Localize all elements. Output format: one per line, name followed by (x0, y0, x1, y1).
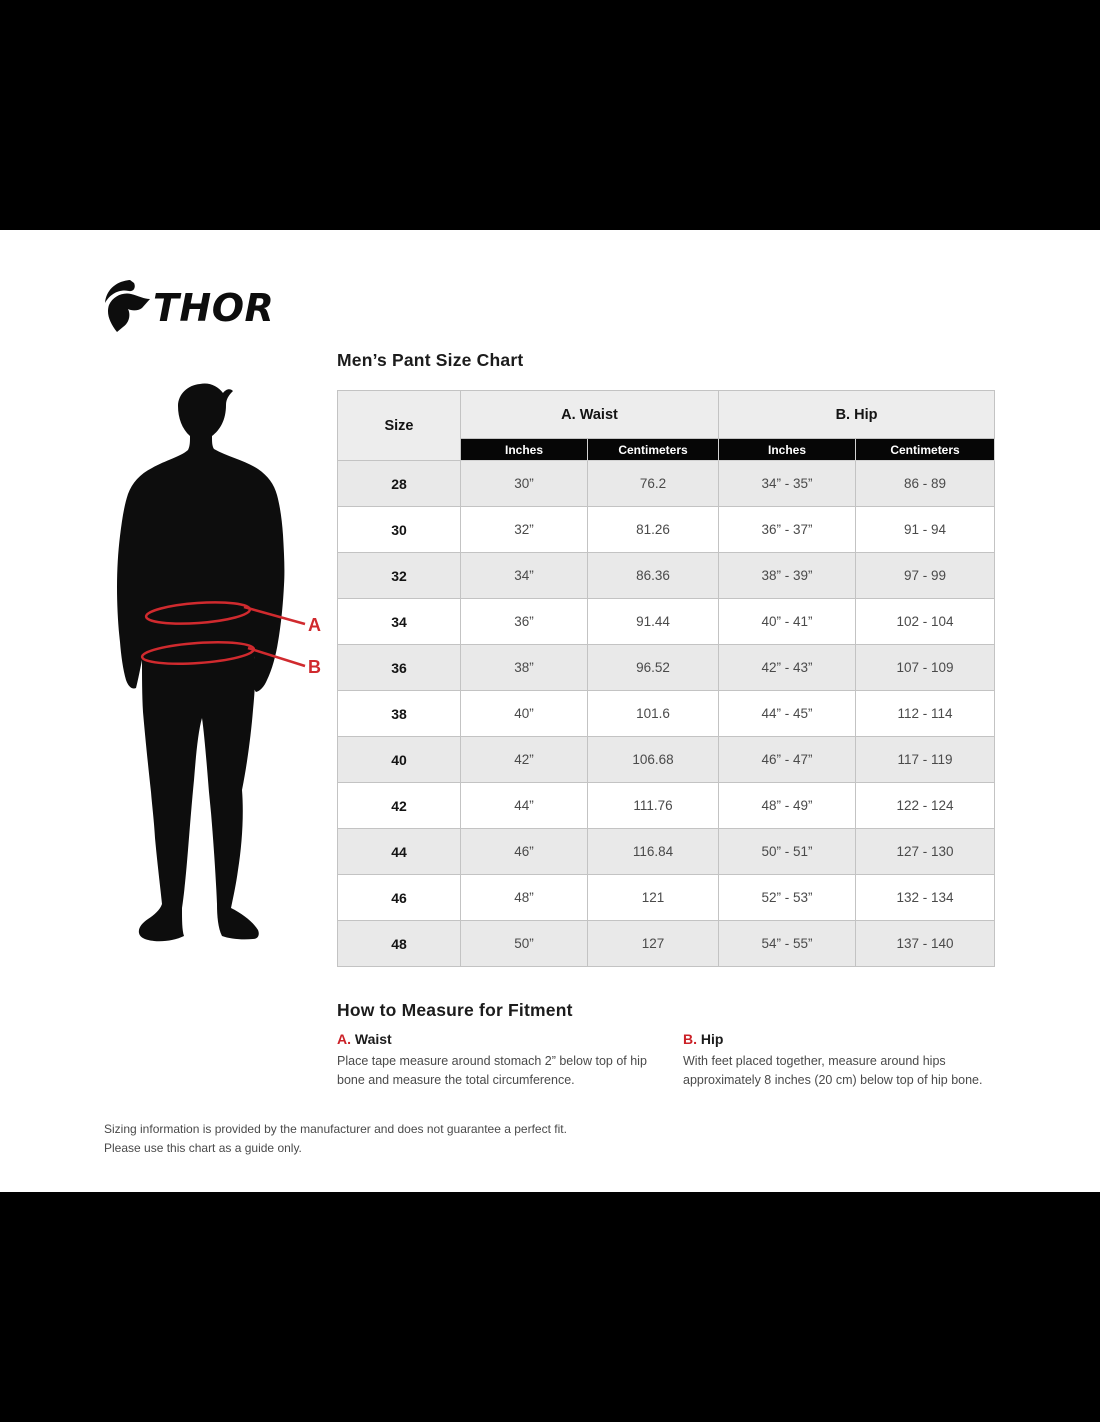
value-cell: 111.76 (588, 783, 719, 829)
value-cell: 86 - 89 (856, 461, 995, 507)
header-group: A. Waist (461, 391, 719, 439)
value-cell: 48” - 49” (719, 783, 856, 829)
table-row (338, 461, 995, 507)
value-cell: 91.44 (588, 599, 719, 645)
value-cell: 50” (461, 921, 588, 967)
value-cell: 38” - 39” (719, 553, 856, 599)
value-cell: 52” - 53” (719, 875, 856, 921)
measure-heading-waist (337, 1031, 669, 1047)
size-cell: 30 (338, 507, 461, 553)
value-cell: 42” - 43” (719, 645, 856, 691)
measure-instruction-hip (683, 1031, 1015, 1091)
body-measurement-diagram (112, 380, 324, 958)
male-silhouette (112, 380, 324, 958)
value-cell: 102 - 104 (856, 599, 995, 645)
measure-heading-hip (683, 1031, 1015, 1047)
table-row (338, 875, 995, 921)
size-cell: 32 (338, 553, 461, 599)
header-unit: Inches (461, 439, 588, 461)
value-cell: 127 - 130 (856, 829, 995, 875)
value-cell: 81.26 (588, 507, 719, 553)
value-cell: 112 - 114 (856, 691, 995, 737)
value-cell: 54” - 55” (719, 921, 856, 967)
bottom-letterbox (0, 1192, 1100, 1422)
disclaimer-line-2: Please use this chart as a guide only. (104, 1141, 302, 1156)
measure-description-hip: With feet placed together, measure around hips approximately 8 inches (20 cm) below top of hip bone. (683, 1054, 983, 1088)
value-cell: 96.52 (588, 645, 719, 691)
measure-name-hip: Hip (700, 1031, 724, 1047)
value-cell: 44” (461, 783, 588, 829)
value-cell: 44” - 45” (719, 691, 856, 737)
size-cell: 48 (338, 921, 461, 967)
value-cell: 117 - 119 (856, 737, 995, 783)
measure-description-waist: Place tape measure around stomach 2” below top of hip bone and measure the total circumference. (337, 1054, 647, 1088)
header-size: Size (338, 391, 461, 461)
size-cell: 38 (338, 691, 461, 737)
brand-logo (103, 278, 273, 334)
content-area (0, 230, 1100, 1192)
measure-prefix-a: A. (337, 1031, 351, 1047)
value-cell: 50” - 51” (719, 829, 856, 875)
value-cell: 36” (461, 599, 588, 645)
size-cell: 40 (338, 737, 461, 783)
top-letterbox (0, 0, 1100, 230)
header-group: B. Hip (719, 391, 995, 439)
chart-title: Men’s Pant Size Chart (337, 350, 524, 370)
value-cell: 32” (461, 507, 588, 553)
value-cell: 107 - 109 (856, 645, 995, 691)
size-cell: 46 (338, 875, 461, 921)
value-cell: 34” (461, 553, 588, 599)
waist-label-a: A (308, 615, 321, 635)
value-cell: 122 - 124 (856, 783, 995, 829)
disclaimer-line-1: Sizing information is provided by the manufacturer and does not guarantee a perfect fit. (104, 1122, 567, 1136)
measure-instruction-waist (337, 1031, 669, 1091)
table-row (338, 507, 995, 553)
size-table (337, 390, 995, 967)
size-cell: 44 (338, 829, 461, 875)
table-row (338, 599, 995, 645)
table-row (338, 553, 995, 599)
thor-goat-icon (103, 278, 273, 334)
size-cell: 28 (338, 461, 461, 507)
value-cell: 48” (461, 875, 588, 921)
value-cell: 91 - 94 (856, 507, 995, 553)
disclaimer (104, 1120, 567, 1158)
value-cell: 137 - 140 (856, 921, 995, 967)
value-cell: 42” (461, 737, 588, 783)
header-unit: Inches (719, 439, 856, 461)
table-row (338, 921, 995, 967)
value-cell: 76.2 (588, 461, 719, 507)
table-row (338, 737, 995, 783)
value-cell: 30” (461, 461, 588, 507)
value-cell: 127 (588, 921, 719, 967)
table-row (338, 783, 995, 829)
size-cell: 34 (338, 599, 461, 645)
value-cell: 132 - 134 (856, 875, 995, 921)
table-row (338, 691, 995, 737)
value-cell: 106.68 (588, 737, 719, 783)
table-header-row (338, 391, 995, 439)
size-chart-section (337, 390, 995, 967)
measure-name-waist: Waist (354, 1031, 392, 1047)
value-cell: 116.84 (588, 829, 719, 875)
table-row (338, 829, 995, 875)
value-cell: 86.36 (588, 553, 719, 599)
table-row (338, 645, 995, 691)
header-unit: Centimeters (588, 439, 719, 461)
value-cell: 38” (461, 645, 588, 691)
hip-label-b: B (308, 657, 321, 677)
value-cell: 40” (461, 691, 588, 737)
value-cell: 40” - 41” (719, 599, 856, 645)
value-cell: 34” - 35” (719, 461, 856, 507)
measure-prefix-b: B. (683, 1031, 697, 1047)
measure-title: How to Measure for Fitment (337, 1000, 573, 1020)
value-cell: 121 (588, 875, 719, 921)
size-cell: 42 (338, 783, 461, 829)
value-cell: 101.6 (588, 691, 719, 737)
header-unit: Centimeters (856, 439, 995, 461)
value-cell: 36” - 37” (719, 507, 856, 553)
value-cell: 46” (461, 829, 588, 875)
value-cell: 97 - 99 (856, 553, 995, 599)
brand-logo-text: THOR (153, 286, 273, 330)
value-cell: 46” - 47” (719, 737, 856, 783)
size-cell: 36 (338, 645, 461, 691)
